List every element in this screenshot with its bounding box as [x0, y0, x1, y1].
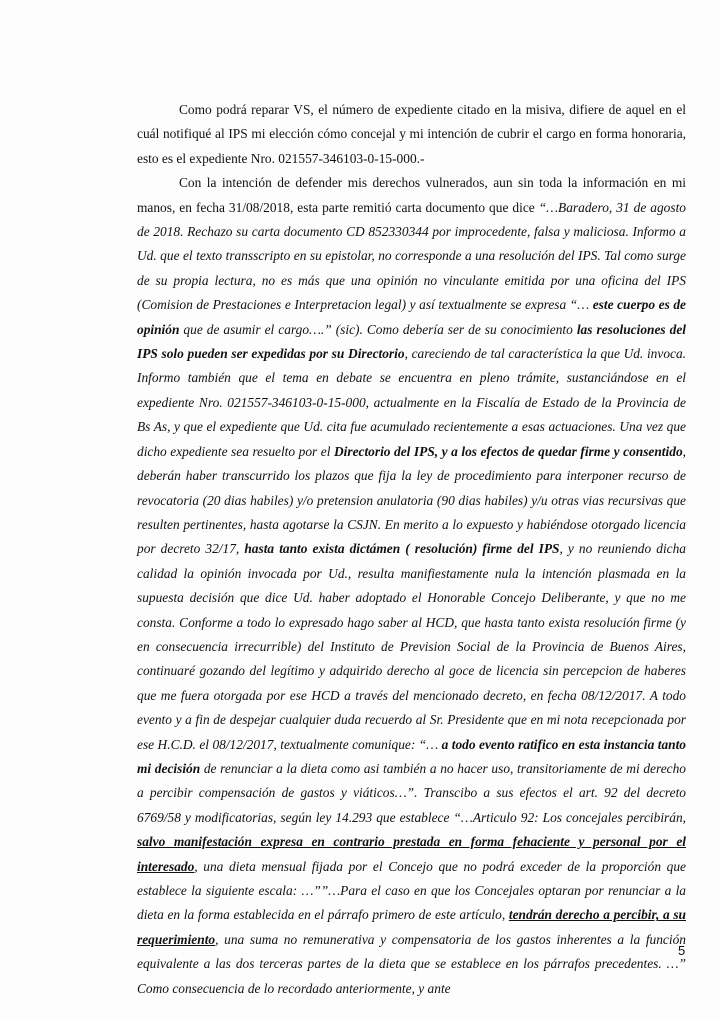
page-number: 5 — [678, 943, 686, 958]
text-run: este cuerpo es de opinión — [137, 297, 686, 337]
text-run: , una suma no remunerativa y compensatoria de los gastos inherentes a la función equivalente a las dos terceras partes de la dieta que se establece en los párrafos precedentes. …” Como consecuencia de lo recordado anteriormente, y ante — [137, 931, 686, 996]
text-run: , y no reuniendo dicha calidad la opinión invocada por Ud., resulta manifiestamente nula la intención plasmada en la supuesta decisión que dice Ud. haber adoptado el Honorable Concejo Deliberante, y que no me consta. Conforme a todo lo expresado hago saber al HCD, que hasta tanto exista resolución firme (y en consecuencia irrecurrible) del Instituto de Prevision Social de la Provincia de Buenos Aires, continuaré gozando del legítimo y adquirido derecho al goce de licencia sin percepcion de haberes que me fuera otorgada por ese HCD a través del mencionado decreto, en fecha 08/12/2017. A todo evento y a fin de despejar cualquier duda recuerdo al Sr. Presidente que en mi nota recepcionada por ese H.C.D. el 08/12/2017, textualmente comunique: “… — [137, 541, 687, 752]
text-run: a todo evento ratifico en esta instancia tanto mi decisión — [137, 736, 687, 776]
text-run: , careciendo de tal característica la que Ud. invoca. Informo también que el tema en debate se encuentra en pleno trámite, sustanciándose en el expediente Nro. 021557-346103-0-15-000, actualmente en la Fiscalía de Estado de la Provincia de Bs As, y que el expediente que Ud. cita fue acumulado recientemente a esas actuaciones. Una vez que dicho expediente sea resuelto por el — [137, 346, 686, 459]
text-run: hasta tanto exista dictámen ( resolución) firme del IPS — [244, 541, 560, 557]
text-run: Directorio del IPS, y a los efectos de quedar firme y consentido — [333, 443, 683, 459]
document-body — [137, 98, 686, 1001]
paragraph-2 — [137, 171, 686, 1001]
text-run: , una dieta mensual fijada por el Concejo que no podrá exceder de la proporción que establece la siguiente escala: …””…Para el caso en que los Concejales optaran por renunciar a la dieta en la forma establecida en el párrafo primero de este artículo, — [137, 858, 686, 923]
text-run: Con la intención de defender mis derechos vulnerados, aun sin toda la información en mi manos, en fecha 31/08/2018, esta parte remitió carta documento que dice — [137, 175, 686, 215]
text-run: “…Baradero, 31 de agosto de 2018. Rechazo su carta documento CD 852330344 por improcedente, falsa y maliciosa. Informo a Ud. que el texto transscripto en su epistolar, no corresponde a una resolución del IPS. Tal como surge de su propia lectura, no es más que una opinión no vinculante emitida por una oficina del IPS (Comision de Prestaciones e Interpretacion legal) y así textualmente se expresa “… — [137, 199, 686, 313]
text-run: las resoluciones del IPS solo pueden ser expedidas por su Directorio — [137, 321, 687, 362]
text-run: que de asumir el cargo….” (sic). Como debería ser de su conocimiento — [179, 321, 577, 337]
text-run: salvo manifestación expresa en contrario prestada en forma fehaciente y personal por el interesado — [137, 834, 686, 874]
text-run: , deberán haber transcurrido los plazos que fija la ley de procedimiento para interponer recurso de revocatoria (20 dias habiles) y/o pretension anulatoria (90 dias habiles) y/u otras vias recursivas que resulten pertinentes, hasta agotarse la CSJN. En merito a lo expuesto y habiéndose otorgado licencia por decreto 32/17, — [137, 443, 687, 557]
text-run: de renunciar a la dieta como asi también a no hacer uso, transitoriamente de mi derecho a percibir compensación de gastos y viáticos…”. Transcibo a sus efectos el art. 92 del decreto 6769/58 y modificatorias, según ley 14.293 que establece “…Articulo 92: Los concejales percibirán, — [137, 760, 686, 825]
paragraph-1: Como podrá reparar VS, el número de expediente citado en la misiva, difiere de aquel en el cuál notifiqué al IPS mi elección cómo concejal y mi intención de cubrir el cargo en forma honoraria, esto es el expediente Nro. 021557-346103-0-15-000.- — [137, 102, 686, 166]
text-run: tendrán derecho a percibir, a su requerimiento — [137, 907, 686, 947]
